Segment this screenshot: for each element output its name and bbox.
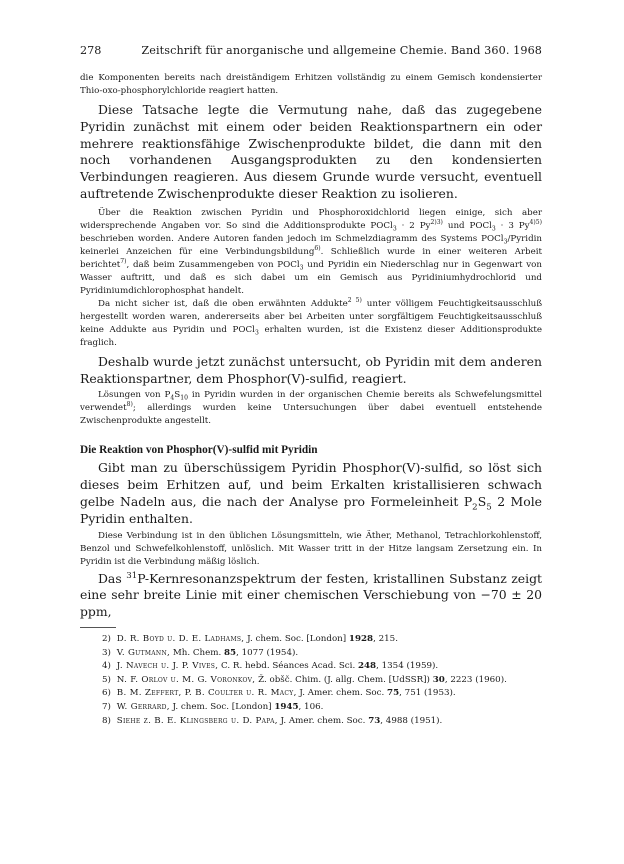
footnote-volume: 1945 [274,701,299,712]
footnote-authors: J. Navech u. J. P. Vives, [116,661,219,672]
paragraph-reaction: Gibt man zu überschüssigem Pyridin Phosphor(V)-sulfid, so löst sich dieses beim Erhitzen auf, und beim Erkalten kristallisieren schwach gelbe Nadeln aus, die nach der Analyse pro Formeleinheit $P_2S_5$ 2 Mole Pyridin enthalten. [80,460,542,526]
citation-ref: 2)3) [430,218,443,226]
paragraph-pocl3-literature: Über die Reaktion zwischen Pyridin und Phosphoroxidchlorid liegen einige, sich aber widersprechende Angaben vor. So sind die Additionsprodukte POCl$_3$ · 2 $Py^{2)3)}$ und POCl$_3$ · 3 $Py^{4)5)}$ beschrieben worden. Andere Autoren fanden jedoch im Schmelzdiagramm des Systems POCl$_3$/Pyridin keinerlei Anzeichen für eine Verbindungsbildung$^{6)}$. Schließlich wurde in einer weiteren Arbeit berichtet$^{7)}$, daß beim Zusammengeben von POCl$_3$ und Pyridin ein Niederschlag nur in Gegenwart von Wasser auftritt, und daß es sich dabei um ein Gemisch aus Pyridiniumhydrochlorid und Pyridiniumdichlorophosphat handelt. [80,207,543,296]
text-column [80,72,542,728]
footnote-item [80,660,542,674]
paragraph-p4s10-solutions: Lösungen von $P_4S_{10}$ in Pyridin wurden in der organischen Chemie bereits als Schwefelungsmittel verwendet$^{8)}$; allerdings wurden keine Untersuchungen über dabei eventuell entstehende Zwischenprodukte angestellt. [80,390,542,427]
footnote-pages: , 751 (1953). [399,688,456,699]
footnote-pages: , 1077 (1954). [236,647,299,658]
footnote-volume: 30 [432,674,445,685]
footnote-pages: , 4988 (1951). [380,715,443,726]
footnote-volume: 75 [387,688,400,699]
footnote-volume: 1928 [348,633,374,644]
footnote-ref: 8) [102,715,111,726]
running-header [80,44,542,60]
footnote-volume: 73 [368,715,381,726]
footnote-journal: J. Amer. chem. Soc. [277,715,369,726]
footnote-item [80,701,542,715]
footnote-volume: 248 [357,661,377,672]
footnote-item [80,674,542,688]
footnote-journal: C. R. hebd. Séances Acad. Sci. [218,661,358,672]
citation-ref: 8) [126,401,133,409]
footnote-authors: D. R. Boyd u. D. E. Ladhams, [116,633,245,644]
paragraph-solubility: Diese Verbindung ist in den üblichen Lösungsmitteln, wie Äther, Methanol, Tetrachlorkohlenstoff, Benzol und Schwefelkohlenstoff, unlöslich. Mit Wasser tritt in der Hitze langsam Zersetzung ein. In Pyridin ist die Verbindung mäßig löslich. [80,530,542,567]
paragraph-adduct-doubt: Da nicht sicher ist, daß die oben erwähnten Addukte$^{2 5)}$ unter völligem Feuchtigkeitsausschluß hergestellt worden waren, andererseits aber bei Arbeiten unter sorgfältigem Feuchtigkeitsausschluß keine Addukte aus Pyridin und POCl$_3$ erhalten wurden, ist die Existenz dieser Additionsprodukte fraglich. [80,296,542,348]
citation-ref: 6) [314,244,321,252]
footnote-authors: B. M. Zeffert, P. B. Coulter u. R. Macy, [116,688,297,699]
paragraph-hypothesis: Diese Tatsache legte die Vermutung nahe, daß das zugegebene Pyridin zunächst mit einem oder beiden Reaktionspartnern ein oder mehrere reaktionsfähige Zwischenprodukte bildet, die dann mit den noch vorhandenen Ausgangsprodukten zu den kondensierten Verbindungen reagieren. Aus diesem Grunde wurde versucht, eventuell auftretende Zwischenprodukte dieser Reaktion zu isolieren. [80,102,542,201]
footnote-pages: , 2223 (1960). [444,674,507,685]
footnote-item [80,647,542,661]
footnote-journal: Mh. Chem. [170,647,224,658]
footnote-item [80,687,542,701]
footnote-item [80,715,542,729]
footnote-authors: W. Gerrard, [116,701,170,712]
paragraph-continuation: die Komponenten bereits nach dreiständigem Erhitzen vollständig zu einem Gemisch kondensierter Thio-oxo-phosphorylchloride reagiert hatten. [80,73,542,96]
footnote-list [80,633,542,728]
footnote-divider [80,627,116,628]
footnote-ref: 4) [102,661,111,672]
paragraph-investigation: Deshalb wurde jetzt zunächst untersucht, ob Pyridin mit dem anderen Reaktionspartner, dem Phosphor(V)-sulfid, reagiert. [80,353,542,386]
footnote-ref: 7) [102,701,111,712]
footnote-pages: , 215. [373,633,398,644]
footnote-journal: J. chem. Soc. [London] [244,633,349,644]
paragraph-nmr: Das $^{31}$P-Kernresonanzspektrum der festen, kristallinen Substanz zeigt eine sehr breite Linie mit einer chemischen Verschiebung von −70 ± 20 ppm, [80,570,542,620]
citation-ref: 2 5) [347,296,362,304]
footnote-volume: 85 [224,647,237,658]
footnote-item [80,633,542,647]
page-number: 278 [80,44,102,57]
citation-ref: 4)5) [529,218,543,226]
footnote-ref: 2) [102,633,111,644]
footnote-journal: Ž. obšč. Chim. (J. allg. Chem. [UdSSR]) [255,674,433,685]
footnote-ref: 5) [102,674,111,685]
footnote-authors: N. F. Orlov u. M. G. Voronkov, [116,674,256,685]
footnote-journal: J. chem. Soc. [London] [169,701,275,712]
footnote-authors: V. Gutmann, [116,647,171,658]
journal-title: Zeitschrift für anorganische und allgemeine Chemie. Band 360. 1968 [141,44,542,57]
footnote-pages: , 1354 (1959). [376,661,439,672]
footnote-ref: 6) [102,688,111,699]
footnote-pages: , 106. [298,701,324,712]
footnote-authors: Siehe z. B. E. Klingsberg u. D. Papa, [116,715,278,726]
citation-ref: 7) [120,257,127,265]
section-heading: Die Reaktion von Phosphor(V)-sulfid mit Pyridin [80,444,318,457]
footnote-journal: J. Amer. chem. Soc. [296,688,388,699]
footnote-ref: 3) [102,647,111,658]
